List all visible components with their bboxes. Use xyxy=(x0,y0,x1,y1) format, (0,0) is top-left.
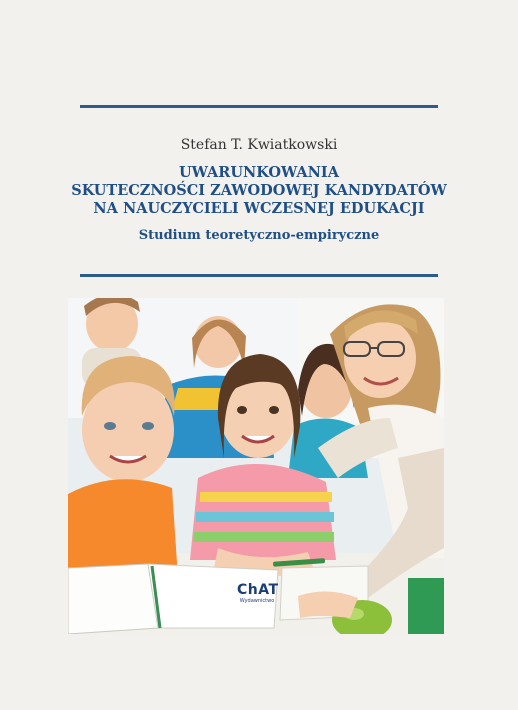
publisher-sub: Wydawnictwo xyxy=(239,598,275,604)
author-name: Stefan T. Kwiatkowski xyxy=(180,137,338,153)
publisher-name: ChAT xyxy=(237,582,279,598)
title-line-1: UWARUNKOWANIA xyxy=(179,164,339,181)
book-subtitle: Studium teoretyczno-empiryczne xyxy=(138,228,380,243)
title-line-3: NA NAUCZYCIELI WCZESNEJ EDUKACJI xyxy=(93,200,425,217)
publisher-logo xyxy=(237,582,277,616)
title-line-2: SKUTECZNOŚCI ZAWODOWEJ KANDYDATÓW xyxy=(71,182,447,199)
top-rule xyxy=(80,105,438,108)
book-title xyxy=(0,164,518,218)
bottom-rule xyxy=(80,274,438,277)
